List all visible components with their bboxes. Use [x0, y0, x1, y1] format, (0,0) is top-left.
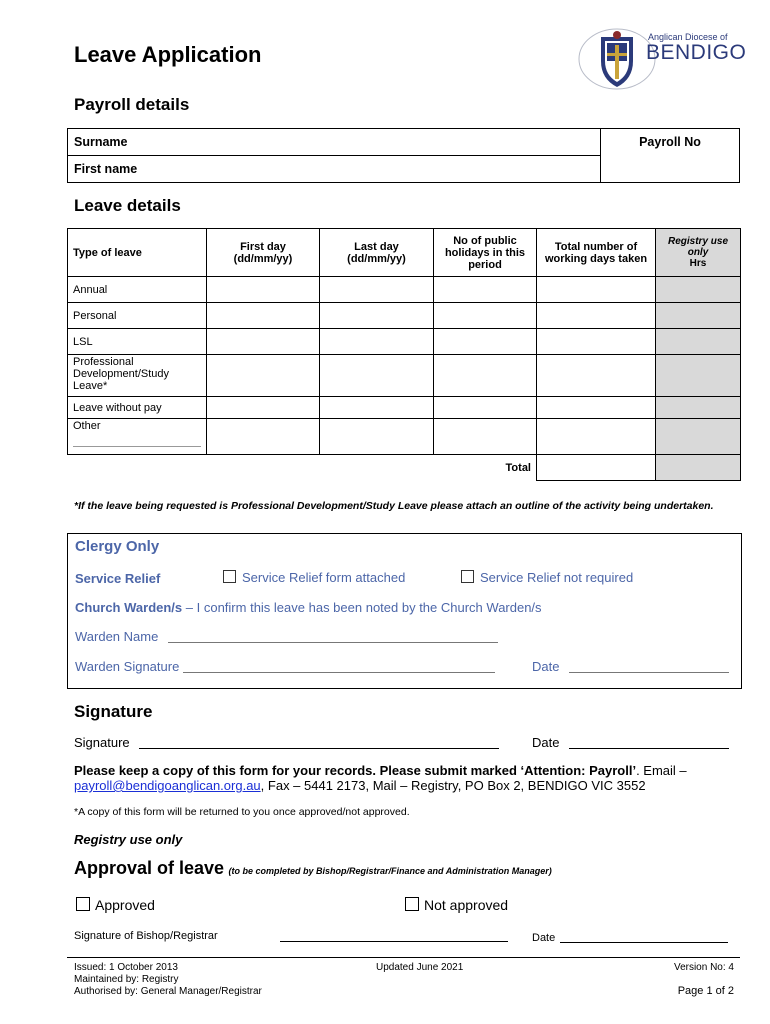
- other-total[interactable]: [537, 419, 656, 455]
- pd-registry: [656, 355, 741, 397]
- copy-note: *A copy of this form will be returned to you once approved/not approved.: [74, 806, 410, 818]
- signature-date-row: [532, 735, 729, 750]
- warden-date-label: Date: [532, 659, 560, 674]
- signature-date-field[interactable]: [569, 736, 729, 749]
- footer-authorised: Authorised by: General Manager/Registrar: [74, 986, 262, 997]
- col-registry: [656, 229, 741, 277]
- service-relief-attached-label: Service Relief form attached: [242, 570, 406, 585]
- leave-type-label: Personal: [68, 303, 207, 329]
- lsl-total[interactable]: [537, 329, 656, 355]
- warden-date-field[interactable]: [569, 660, 729, 673]
- table-row: [68, 329, 741, 355]
- col-holidays: No of public holidays in this period: [434, 229, 537, 277]
- not-approved-checkbox[interactable]: [405, 897, 419, 911]
- leave-heading: Leave details: [74, 196, 181, 215]
- first-name-field[interactable]: [68, 156, 601, 183]
- annual-total[interactable]: [537, 277, 656, 303]
- approved-option[interactable]: [76, 897, 155, 913]
- leave-type-label: Other: [73, 420, 101, 432]
- annual-holidays[interactable]: [434, 277, 537, 303]
- signature-field[interactable]: [139, 736, 499, 749]
- submit-bold: Please keep a copy of this form for your records. Please submit marked ‘Attention: Payroll’: [74, 763, 637, 778]
- not-approved-option[interactable]: [405, 897, 508, 913]
- signature-label: Signature: [74, 735, 130, 750]
- pd-first-day[interactable]: [207, 355, 320, 397]
- approval-date-field[interactable]: [560, 930, 728, 943]
- submit-after-bold: . Email –: [636, 763, 687, 778]
- submit-rest: , Fax – 5441 2173, Mail – Registry, PO Box 2, BENDIGO VIC 3552: [260, 778, 646, 793]
- logo-subtitle: Anglican Diocese of: [648, 32, 728, 42]
- surname-field[interactable]: [68, 129, 601, 156]
- annual-last-day[interactable]: [320, 277, 434, 303]
- leave-type-label: Professional Development/Study Leave*: [68, 355, 207, 397]
- personal-last-day[interactable]: [320, 303, 434, 329]
- footer-issued: Issued: 1 October 2013: [74, 962, 178, 973]
- clergy-heading: Clergy Only: [75, 538, 160, 555]
- footer-left: [74, 962, 262, 998]
- bishop-signature-label: Signature of Bishop/Registrar: [74, 930, 218, 942]
- registry-only-label: Registry use only: [74, 832, 183, 847]
- lsl-last-day[interactable]: [320, 329, 434, 355]
- first-name-label: First name: [74, 162, 138, 176]
- pd-last-day[interactable]: [320, 355, 434, 397]
- lsl-first-day[interactable]: [207, 329, 320, 355]
- col-type: Type of leave: [68, 229, 207, 277]
- approval-date-label: Date: [532, 932, 556, 944]
- col-first-day: First day (dd/mm/yy): [207, 229, 320, 277]
- other-registry: [656, 419, 741, 455]
- personal-registry: [656, 303, 741, 329]
- warden-signature-row: [75, 659, 495, 674]
- signature-heading: Signature: [74, 702, 153, 721]
- warden-name-field[interactable]: [168, 630, 498, 643]
- other-first-day[interactable]: [207, 419, 320, 455]
- submit-instructions: [74, 763, 739, 793]
- signature-date-label: Date: [532, 735, 560, 750]
- other-last-day[interactable]: [320, 419, 434, 455]
- lwop-total[interactable]: [537, 397, 656, 419]
- other-holidays[interactable]: [434, 419, 537, 455]
- col-hrs: Hrs: [689, 258, 707, 269]
- lsl-holidays[interactable]: [434, 329, 537, 355]
- personal-holidays[interactable]: [434, 303, 537, 329]
- personal-first-day[interactable]: [207, 303, 320, 329]
- approval-subheading: (to be completed by Bishop/Registrar/Finance and Administration Manager): [228, 866, 552, 876]
- footer-page: Page 1 of 2: [677, 985, 734, 997]
- annual-registry: [656, 277, 741, 303]
- leave-table: [67, 228, 741, 481]
- leave-type-label: LSL: [68, 329, 207, 355]
- leave-type-label: Leave without pay: [68, 397, 207, 419]
- not-approved-label: Not approved: [424, 897, 509, 913]
- footer-divider: [67, 957, 740, 958]
- table-row: [68, 303, 741, 329]
- logo-name: BENDIGO: [646, 41, 747, 64]
- approved-checkbox[interactable]: [76, 897, 90, 911]
- warden-signature-label: Warden Signature: [75, 659, 180, 674]
- payroll-no-label: Payroll No: [639, 135, 701, 149]
- other-line: [73, 446, 201, 447]
- table-row: [68, 355, 741, 397]
- total-days-field[interactable]: [537, 455, 656, 481]
- footer-updated: Updated June 2021: [376, 962, 464, 973]
- page-title: Leave Application: [74, 42, 262, 67]
- col-registry-label: Registry use only: [667, 236, 729, 258]
- signature-row: [74, 735, 499, 750]
- service-relief-not-required-label: Service Relief not required: [480, 570, 634, 585]
- approval-heading: Approval of leave: [74, 858, 225, 878]
- warden-date-row: [532, 659, 729, 674]
- church-warden-label: Church Warden/s: [75, 600, 183, 615]
- approved-label: Approved: [95, 897, 155, 913]
- warden-name-row: [75, 629, 498, 644]
- payroll-no-field[interactable]: [601, 129, 740, 183]
- total-label: Total: [68, 455, 537, 481]
- footer-maintained: Maintained by: Registry: [74, 974, 179, 985]
- lwop-first-day[interactable]: [207, 397, 320, 419]
- clergy-section: [67, 533, 742, 689]
- payroll-email-link[interactable]: payroll@bendigoanglican.org.au: [74, 778, 261, 793]
- service-relief-attached-checkbox[interactable]: [223, 570, 236, 583]
- lsl-registry: [656, 329, 741, 355]
- pd-total[interactable]: [537, 355, 656, 397]
- service-relief-attached-option[interactable]: [223, 570, 405, 585]
- col-last-day: Last day (dd/mm/yy): [320, 229, 434, 277]
- church-warden-text: – I confirm this leave has been noted by the Church Warden/s: [185, 600, 542, 615]
- warden-signature-field[interactable]: [183, 660, 495, 673]
- payroll-heading: Payroll details: [74, 95, 190, 114]
- payroll-table: [67, 128, 740, 183]
- annual-first-day[interactable]: [207, 277, 320, 303]
- footer-version: Version No: 4: [673, 962, 734, 973]
- church-warden-line: [75, 600, 542, 615]
- lwop-last-day[interactable]: [320, 397, 434, 419]
- table-row: [68, 419, 741, 455]
- bishop-signature-field[interactable]: [280, 929, 508, 942]
- service-relief-not-required-checkbox[interactable]: [461, 570, 474, 583]
- leave-type-label: Annual: [68, 277, 207, 303]
- table-row: [68, 277, 741, 303]
- pd-holidays[interactable]: [434, 355, 537, 397]
- table-row: [68, 397, 741, 419]
- surname-label: Surname: [74, 135, 128, 149]
- total-registry: [656, 455, 741, 481]
- lwop-holidays[interactable]: [434, 397, 537, 419]
- service-relief-label: Service Relief: [75, 571, 161, 586]
- approval-date-row: [532, 930, 728, 944]
- approval-heading-row: [74, 858, 552, 879]
- service-relief-not-required-option[interactable]: [461, 570, 633, 585]
- personal-total[interactable]: [537, 303, 656, 329]
- col-total-days: Total number of working days taken: [537, 229, 656, 277]
- warden-name-label: Warden Name: [75, 629, 159, 644]
- other-cell[interactable]: [68, 419, 207, 455]
- lwop-registry: [656, 397, 741, 419]
- pd-note: *If the leave being requested is Professional Development/Study Leave please attach an outline of the activity being undertaken.: [74, 500, 714, 512]
